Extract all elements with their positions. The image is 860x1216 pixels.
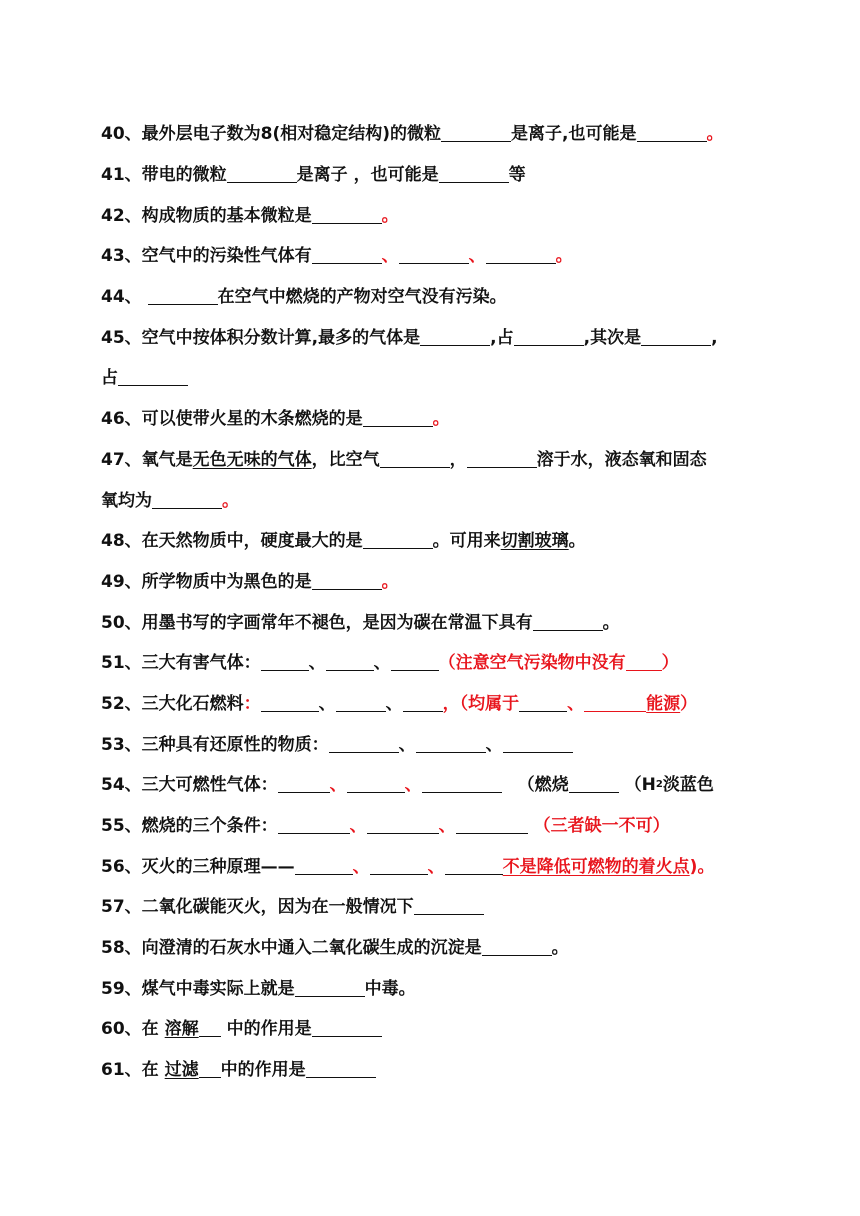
answer-blank[interactable] <box>439 167 509 183</box>
question-45: 45、 空气中按体积分数计算,最多的气体是 ,占 ,其次是 , <box>101 327 718 348</box>
answer-blank[interactable] <box>329 737 399 753</box>
answer-blank[interactable] <box>306 1062 376 1078</box>
answer-blank[interactable] <box>422 777 502 793</box>
answer-blank[interactable] <box>152 493 222 509</box>
question-50: 50、 用墨书写的字画常年不褪色，是因为碳在常温下具有 。 <box>101 612 620 633</box>
question-57: 57、 二氧化碳能灭火，因为在一般情况下 <box>101 887 811 928</box>
answer-blank[interactable] <box>363 411 433 427</box>
answer-blank[interactable] <box>584 696 646 712</box>
answer-blank[interactable] <box>414 899 484 915</box>
answer-blank[interactable] <box>347 777 405 793</box>
answer-blank[interactable] <box>363 533 433 549</box>
answer-blank[interactable] <box>370 859 428 875</box>
question-52: 52、 三大化石燃料 ： 、 、 ，（均属于 、 能源 ） <box>101 693 698 714</box>
question-61: 61、 在 过滤 中的作用是 <box>101 1050 811 1091</box>
answer-blank[interactable] <box>336 696 386 712</box>
answer-blank[interactable] <box>641 330 711 346</box>
answer-blank[interactable] <box>148 289 218 305</box>
answer-blank[interactable] <box>519 696 567 712</box>
answer-blank[interactable] <box>399 248 469 264</box>
answer-blank[interactable] <box>456 818 528 834</box>
question-53: 53、 三种具有还原性的物质： 、 、 <box>101 724 811 765</box>
question-47: 47、 氧气是 无色无味的气体 ，比空气 ， 溶于水，液态氧和固态 <box>101 449 707 470</box>
question-59: 59、 煤气中毒实际上就是 中毒。 <box>101 978 416 999</box>
answer-blank[interactable] <box>403 696 443 712</box>
answer-blank[interactable] <box>467 452 537 468</box>
question-45-continued: 占 <box>101 358 811 399</box>
answer-blank[interactable] <box>445 859 503 875</box>
answer-blank[interactable] <box>312 248 382 264</box>
answer-blank[interactable] <box>416 737 486 753</box>
answer-blank[interactable] <box>482 940 552 956</box>
answer-blank[interactable] <box>312 208 382 224</box>
answer-blank[interactable] <box>626 655 662 671</box>
answer-blank[interactable] <box>441 126 511 142</box>
answer-blank[interactable] <box>514 330 584 346</box>
answer-blank[interactable] <box>295 859 353 875</box>
answer-blank[interactable] <box>569 777 619 793</box>
answer-blank[interactable] <box>486 248 556 264</box>
answer-blank[interactable] <box>326 655 374 671</box>
answer-blank[interactable] <box>312 574 382 590</box>
answer-blank[interactable] <box>118 370 188 386</box>
answer-blank[interactable] <box>278 777 330 793</box>
question-49: 49、 所学物质中为黑色的是 。 <box>101 571 399 592</box>
answer-blank[interactable] <box>261 655 309 671</box>
question-54: 54、 三大可燃性气体： 、 、 （燃烧 （H 2 淡蓝色 <box>101 775 714 796</box>
question-56: 56、 灭火的三种原理—— 、 、 不是降低可燃物的着火点 )。 <box>101 856 715 877</box>
answer-blank[interactable] <box>420 330 490 346</box>
question-list <box>101 114 811 1091</box>
answer-blank[interactable] <box>503 737 573 753</box>
answer-blank[interactable] <box>533 615 603 631</box>
answer-blank[interactable] <box>391 655 439 671</box>
answer-blank[interactable] <box>637 126 707 142</box>
question-41: 41、 带电的微粒 是离子 ，也可能是 等 <box>101 165 526 186</box>
answer-blank[interactable] <box>261 696 319 712</box>
answer-blank[interactable] <box>278 818 350 834</box>
answer-blank[interactable] <box>367 818 439 834</box>
answer-blank[interactable] <box>312 1021 382 1037</box>
question-44: 44、 在空气中燃烧的产物对空气没有污染。 <box>101 287 507 308</box>
answer-blank[interactable] <box>380 452 450 468</box>
question-48: 48、 在天然物质中，硬度最大的是 。可用来 切割玻璃 。 <box>101 531 586 552</box>
question-47-continued: 氧均为 。 <box>101 490 239 511</box>
question-58: 58、 向澄清的石灰水中通入二氧化碳生成的沉淀是 。 <box>101 938 569 959</box>
question-42: 42、 构成物质的基本微粒是 。 <box>101 205 399 226</box>
question-51: 51、 三大有害气体： 、 、 （注意空气污染物中没有 ） <box>101 653 679 674</box>
question-60: 60、 在 溶解 中的作用是 <box>101 1009 811 1050</box>
question-55: 55、 燃烧的三个条件： 、 、 （三者缺一不可） <box>101 816 670 837</box>
answer-blank[interactable] <box>227 167 297 183</box>
question-40: 40、 最外层电子数为8(相对稳定结构)的微粒 是离子,也可能是 。 <box>101 124 724 145</box>
answer-blank[interactable] <box>295 981 365 997</box>
question-43: 43、 空气中的污染性气体有 、 、 。 <box>101 246 573 267</box>
question-46: 46、 可以使带火星的木条燃烧的是 。 <box>101 409 450 430</box>
